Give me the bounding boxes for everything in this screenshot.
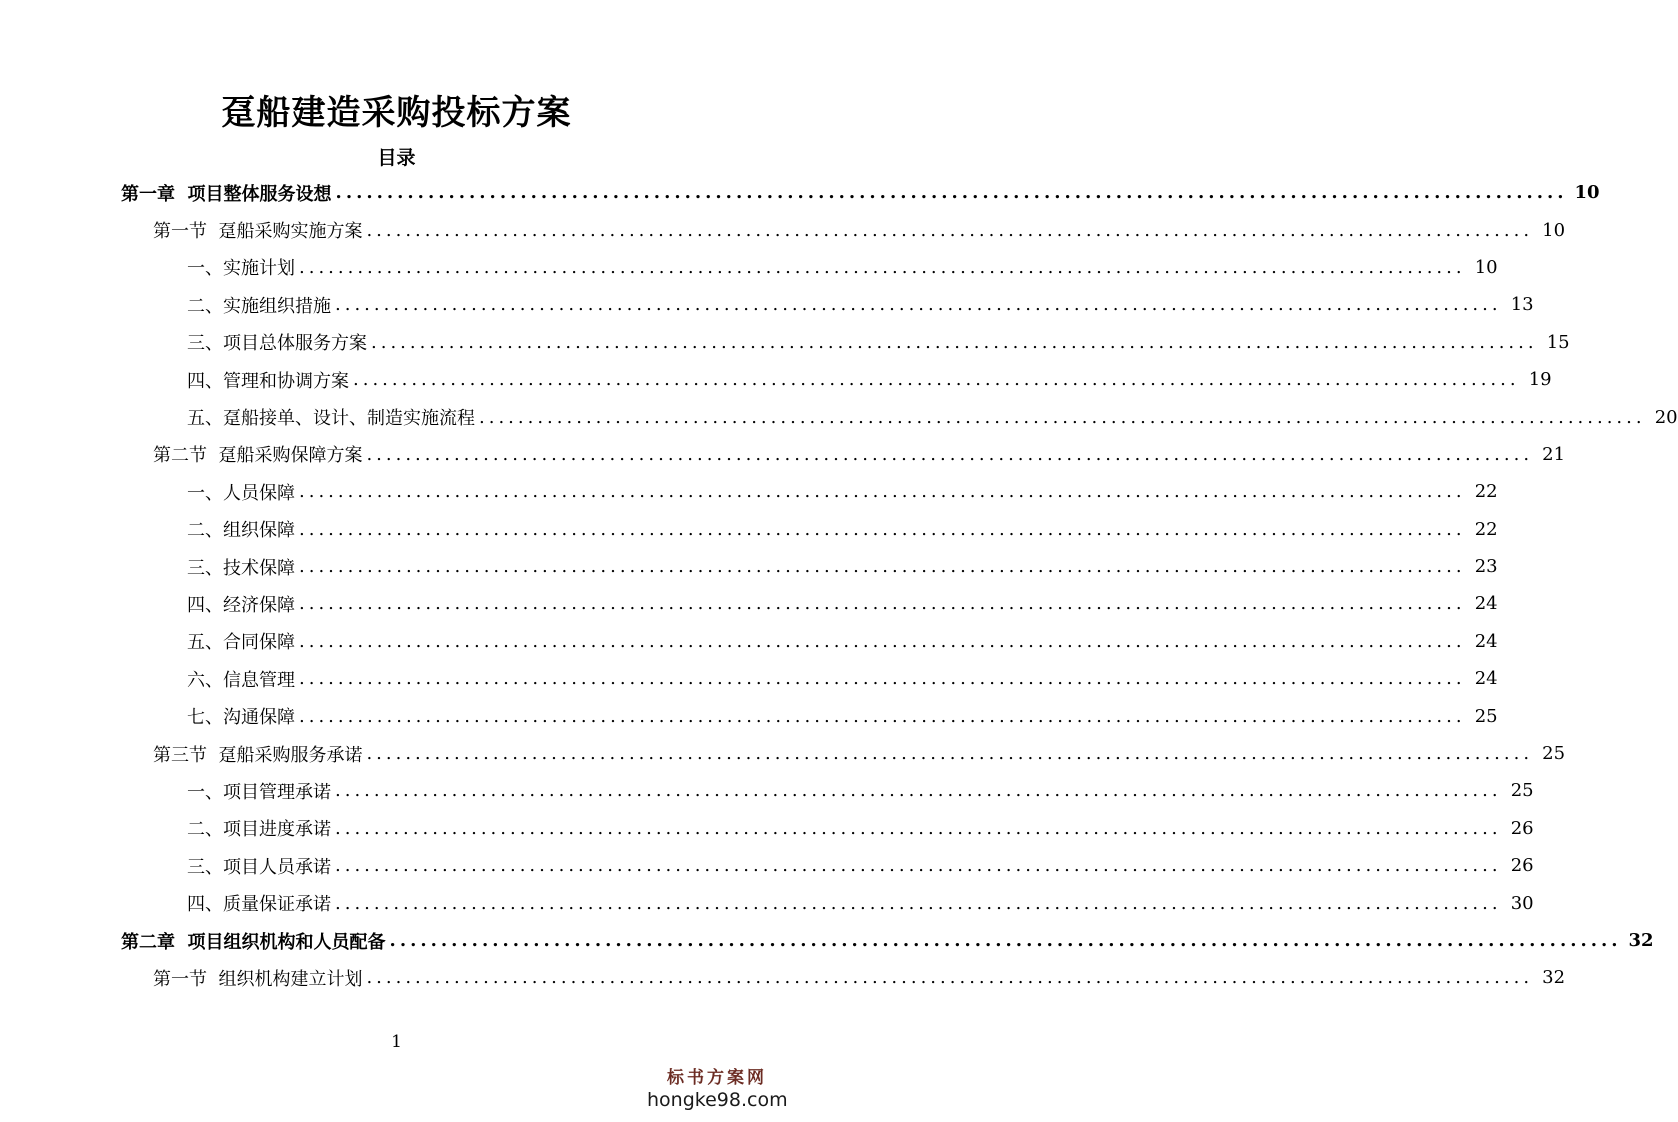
toc-entry-page: 32 [1542, 967, 1566, 989]
toc-dot-leader: ........................................................................................................................ [366, 967, 1534, 989]
toc-heading: 目录 [377, 147, 416, 169]
toc-entry-page: 24 [1474, 630, 1498, 652]
toc-dot-leader: ........................................................................................................................ [366, 743, 1534, 765]
toc-entry-page: 25 [1510, 780, 1534, 802]
toc-entry-label: 四、管理和协调方案 [187, 370, 349, 392]
toc-entry-page: 25 [1474, 705, 1498, 727]
toc-entry[interactable] [0, 548, 1498, 585]
toc-entry-label: 第一章 项目整体服务设想 [121, 183, 332, 205]
toc-entry-label: 第一节 组织机构建立计划 [153, 968, 363, 990]
toc-entry[interactable] [0, 585, 1498, 622]
document-title: 趸船建造采购投标方案 [221, 93, 572, 133]
toc-entry[interactable] [0, 772, 1534, 809]
toc-dot-leader: ........................................................................................................................ [479, 406, 1646, 428]
toc-entry[interactable] [0, 324, 1570, 361]
toc-dot-leader: ........................................................................................................................ [335, 855, 1502, 877]
toc-entry-label: 一、实施计划 [187, 258, 295, 280]
toc-entry[interactable] [0, 511, 1498, 548]
toc-entry-label: 第二章 项目组织机构和人员配备 [121, 931, 386, 953]
toc-entry[interactable] [0, 174, 1600, 211]
toc-entry[interactable] [0, 697, 1498, 734]
toc-entry-label: 第三节 趸船采购服务承诺 [153, 744, 363, 766]
toc-dot-leader: ........................................................................................................................ [299, 593, 1466, 615]
toc-entry-page: 10 [1574, 182, 1600, 204]
toc-entry-page: 25 [1542, 743, 1566, 765]
toc-entry[interactable] [0, 922, 1654, 959]
toc-entry[interactable] [0, 249, 1498, 286]
toc-entry-label: 二、实施组织措施 [187, 295, 331, 317]
toc-entry-label: 四、经济保障 [187, 594, 295, 616]
toc-dot-leader: ........................................................................................................................ [335, 817, 1502, 839]
toc-entry-label: 第一节 趸船采购实施方案 [153, 221, 363, 243]
toc-dot-leader: ........................................................................................................................ [299, 630, 1466, 652]
toc-entry-label: 一、人员保障 [187, 482, 295, 504]
toc-dot-leader: ........................................................................................................................ [299, 256, 1466, 278]
toc-dot-leader: ........................................................................................................................ [335, 294, 1502, 316]
toc-dot-leader: ........................................................................................................................ [299, 668, 1466, 690]
toc-entry-label: 二、组织保障 [187, 520, 295, 542]
toc-entry-page: 26 [1510, 817, 1534, 839]
toc-entry-label: 四、质量保证承诺 [187, 894, 331, 916]
toc-entry[interactable] [0, 398, 1678, 435]
toc-entry-label: 二、项目进度承诺 [187, 819, 331, 841]
toc-dot-leader: ........................................................................................................................ [366, 219, 1534, 241]
watermark-site-name: 标书方案网 [667, 1068, 767, 1088]
watermark-url: hongke98.com [647, 1089, 788, 1111]
toc-entry-page: 21 [1542, 443, 1566, 465]
toc-entry-page: 24 [1474, 668, 1498, 690]
toc-entry[interactable] [0, 847, 1534, 884]
toc-dot-leader: ........................................................................................................................ [299, 705, 1466, 727]
toc-entry-page: 26 [1510, 855, 1534, 877]
toc-entry-page: 23 [1474, 556, 1498, 578]
toc-dot-leader: ........................................................................................................................ [299, 481, 1466, 503]
toc-entry[interactable] [0, 436, 1566, 473]
toc-entry-label: 第二节 趸船采购保障方案 [153, 445, 363, 467]
toc-entry-page: 32 [1628, 930, 1654, 951]
toc-entry-page: 10 [1474, 256, 1498, 278]
toc-entry[interactable] [0, 286, 1534, 323]
toc-entry-page: 19 [1528, 369, 1552, 391]
toc-entry-page: 15 [1546, 331, 1570, 353]
table-of-contents [0, 174, 1678, 997]
toc-entry-label: 五、趸船接单、设计、制造实施流程 [187, 408, 475, 430]
site-watermark [647, 1068, 787, 1112]
toc-dot-leader: ........................................................................................................................ [353, 369, 1520, 391]
toc-dot-leader: ........................................................................................................................ [389, 930, 1622, 951]
toc-dot-leader: ........................................................................................................................ [335, 892, 1502, 914]
toc-entry-page: 22 [1474, 481, 1498, 503]
toc-dot-leader: ........................................................................................................................ [299, 556, 1466, 578]
toc-entry[interactable] [0, 361, 1552, 398]
toc-entry-page: 22 [1474, 518, 1498, 540]
page-number: 1 [391, 1032, 402, 1052]
toc-entry-label: 五、合同保障 [187, 632, 295, 654]
toc-entry[interactable] [0, 884, 1534, 921]
toc-entry-label: 六、信息管理 [187, 669, 295, 691]
toc-dot-leader: ........................................................................................................................ [335, 780, 1502, 802]
toc-dot-leader: ........................................................................................................................ [371, 331, 1538, 353]
toc-entry-page: 30 [1510, 892, 1534, 914]
toc-entry-page: 10 [1542, 219, 1566, 241]
toc-dot-leader: ........................................................................................................................ [335, 182, 1568, 204]
toc-entry[interactable] [0, 735, 1566, 772]
toc-entry[interactable] [0, 473, 1498, 510]
toc-entry-page: 24 [1474, 593, 1498, 615]
toc-entry-label: 七、沟通保障 [187, 707, 295, 729]
toc-entry-page: 20 [1654, 406, 1678, 428]
toc-entry-label: 三、项目人员承诺 [187, 856, 331, 878]
toc-entry[interactable] [0, 623, 1498, 660]
toc-dot-leader: ........................................................................................................................ [299, 518, 1466, 540]
toc-entry-page: 13 [1510, 294, 1534, 316]
toc-entry[interactable] [0, 959, 1566, 996]
toc-dot-leader: ........................................................................................................................ [366, 443, 1534, 465]
toc-entry-label: 一、项目管理承诺 [187, 781, 331, 803]
toc-entry-label: 三、项目总体服务方案 [187, 333, 367, 355]
toc-entry[interactable] [0, 211, 1566, 248]
toc-entry-label: 三、技术保障 [187, 557, 295, 579]
toc-entry[interactable] [0, 660, 1498, 697]
toc-entry[interactable] [0, 810, 1534, 847]
